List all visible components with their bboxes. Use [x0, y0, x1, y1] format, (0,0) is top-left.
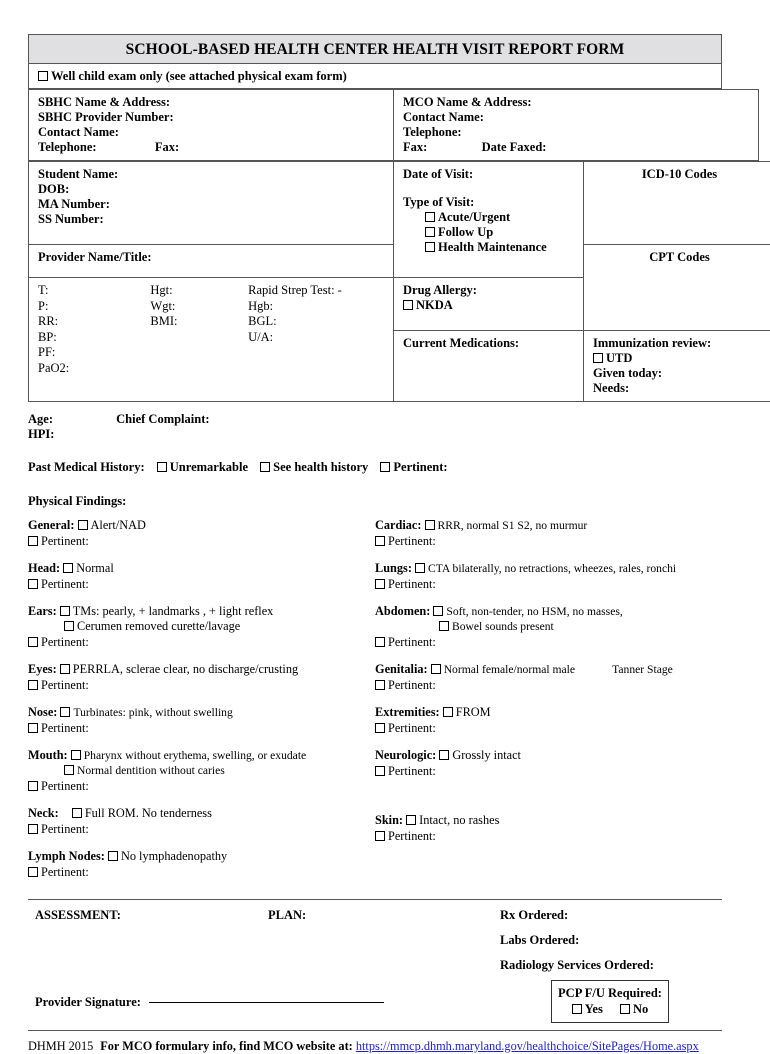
vitals-column-3: [248, 283, 385, 376]
skin-pertinent-label: Pertinent:: [388, 829, 436, 843]
rx-ordered-label: Rx Ordered:: [500, 908, 568, 923]
finding-neck: [28, 806, 375, 837]
well-child-label: Well child exam only (see attached physical exam form): [51, 69, 347, 83]
genitalia-normal-checkbox[interactable]: [431, 664, 441, 674]
neck-rom-label: Full ROM. No tenderness: [85, 806, 212, 820]
table-row: [29, 90, 759, 161]
mco-cell: [394, 90, 759, 161]
vital-p: P:: [38, 299, 150, 315]
follow-up-checkbox[interactable]: [425, 227, 435, 237]
nose-pertinent-checkbox[interactable]: [28, 723, 38, 733]
mco-date-faxed-label: Date Faxed:: [482, 140, 547, 154]
pcp-followup-box: [551, 980, 669, 1023]
finding-abdomen: [375, 604, 722, 650]
head-pertinent-label: Pertinent:: [41, 577, 89, 591]
neurologic-pertinent-label: Pertinent:: [388, 764, 436, 778]
lab-rapid-strep: Rapid Strep Test: -: [248, 283, 385, 299]
head-label: Head:: [28, 561, 60, 575]
pmh-pertinent-option[interactable]: [380, 460, 447, 474]
vitals-cell: [29, 278, 394, 402]
cpt-label: CPT Codes: [649, 250, 710, 264]
needs-label: Needs:: [593, 381, 766, 396]
abdomen-pertinent-label: Pertinent:: [388, 635, 436, 649]
extremities-pertinent-label: Pertinent:: [388, 721, 436, 735]
lymph-nodes-pertinent-label: Pertinent:: [41, 865, 89, 879]
cardiac-pertinent-label: Pertinent:: [388, 534, 436, 548]
neurologic-intact-label: Grossly intact: [452, 748, 521, 762]
general-alert-nad-checkbox[interactable]: [78, 520, 88, 530]
pmh-unremarkable-option[interactable]: [157, 460, 248, 474]
sbhc-name-address-label: SBHC Name & Address:: [38, 95, 385, 110]
mco-fax-datefaxed-row: [403, 140, 750, 155]
nkda-row[interactable]: [403, 298, 575, 313]
lungs-label: Lungs:: [375, 561, 412, 575]
mouth-label: Mouth:: [28, 748, 68, 762]
finding-head: [28, 561, 375, 592]
age-chief-complaint-row: [28, 412, 722, 427]
skin-intact-label: Intact, no rashes: [419, 813, 499, 827]
pmh-see-health-history-option[interactable]: [260, 460, 368, 474]
date-of-visit-label: Date of Visit:: [403, 167, 575, 182]
student-info-cell: [29, 162, 394, 245]
lungs-pertinent-label: Pertinent:: [388, 577, 436, 591]
provider-signature-row: [35, 995, 384, 1010]
provider-signature-line[interactable]: [149, 1002, 384, 1003]
eyes-pertinent-label: Pertinent:: [41, 678, 89, 692]
cpt-cell[interactable]: [584, 245, 770, 331]
mouth-pertinent-label: Pertinent:: [41, 779, 89, 793]
mouth-dentition-checkbox[interactable]: [64, 765, 74, 775]
pmh-see-health-history-checkbox[interactable]: [260, 462, 270, 472]
health-maintenance-checkbox[interactable]: [425, 242, 435, 252]
lab-ua: U/A:: [248, 330, 385, 346]
mco-contact-name-label: Contact Name:: [403, 110, 750, 125]
icd10-label: ICD-10 Codes: [642, 167, 717, 181]
ears-pertinent-checkbox[interactable]: [28, 637, 38, 647]
neurologic-intact-checkbox[interactable]: [439, 750, 449, 760]
sbhc-mco-table: [28, 89, 759, 161]
footer-message: For MCO formulary info, find MCO website at:: [100, 1039, 353, 1053]
general-label: General:: [28, 518, 74, 532]
vitals-column-2: [150, 283, 248, 376]
vital-hgt: Hgt:: [150, 283, 248, 299]
drug-allergy-label: Drug Allergy:: [403, 283, 575, 298]
drug-allergy-cell: [394, 278, 584, 331]
current-medications-label: Current Medications:: [403, 336, 519, 350]
acute-urgent-label: Acute/Urgent: [438, 210, 510, 224]
lymph-nodes-none-checkbox[interactable]: [108, 851, 118, 861]
lungs-cta-label: CTA bilaterally, no retractions, wheezes, rales, ronchi: [428, 562, 676, 575]
sbhc-telephone-label: Telephone:: [38, 140, 97, 154]
utd-row[interactable]: [593, 351, 766, 366]
ears-cerumen-label: Cerumen removed curette/lavage: [77, 619, 240, 633]
utd-label: UTD: [606, 351, 632, 365]
student-visit-table: [28, 161, 770, 402]
ears-pertinent-label: Pertinent:: [41, 635, 89, 649]
ears-tms-checkbox[interactable]: [60, 606, 70, 616]
finding-lungs: [375, 561, 722, 592]
lymph-nodes-none-label: No lymphadenopathy: [121, 849, 227, 863]
pcp-no-checkbox[interactable]: [620, 1004, 630, 1014]
abdomen-soft-label: Soft, non-tender, no HSM, no masses,: [446, 605, 622, 618]
general-alert-nad-label: Alert/NAD: [91, 518, 146, 532]
mco-telephone-label: Telephone:: [403, 125, 750, 140]
findings-right-column: [375, 518, 722, 892]
assessment-section: [28, 900, 722, 1028]
finding-skin: [375, 813, 722, 844]
vital-bp: BP:: [38, 330, 150, 346]
cardiac-rrr-checkbox[interactable]: [425, 520, 435, 530]
general-pertinent-checkbox[interactable]: [28, 536, 38, 546]
plan-label: PLAN:: [268, 908, 306, 923]
ears-tms-label: TMs: pearly, + landmarks , + light reflex: [73, 604, 274, 618]
pcp-followup-label: PCP F/U Required:: [552, 985, 668, 1001]
hpi-section: [28, 402, 722, 509]
pmh-unremarkable-label: Unremarkable: [170, 460, 248, 474]
pcp-followup-options: [552, 1001, 668, 1017]
chief-complaint-label: Chief Complaint:: [116, 412, 209, 427]
cardiac-rrr-label: RRR, normal S1 S2, no murmur: [438, 519, 588, 532]
vital-bmi: BMI:: [150, 314, 248, 330]
provider-signature-label: Provider Signature:: [35, 995, 141, 1009]
head-normal-label: Normal: [76, 561, 114, 575]
cardiac-pertinent-checkbox[interactable]: [375, 536, 385, 546]
visit-type-followup-row[interactable]: [403, 225, 575, 240]
lymph-nodes-pertinent-checkbox[interactable]: [28, 867, 38, 877]
abdomen-bowel-sounds-label: Bowel sounds present: [452, 620, 554, 633]
page-title: SCHOOL-BASED HEALTH CENTER HEALTH VISIT REPORT FORM: [28, 34, 722, 64]
sbhc-phone-fax-row: [38, 140, 385, 155]
finding-ears: [28, 604, 375, 650]
assessment-label: ASSESSMENT:: [35, 908, 121, 923]
tanner-stage-label: Tanner Stage: [612, 663, 673, 676]
neck-label: Neck:: [28, 806, 59, 820]
extremities-label: Extremities:: [375, 705, 440, 719]
neurologic-pertinent-checkbox[interactable]: [375, 766, 385, 776]
sbhc-cell: [29, 90, 394, 161]
mouth-dentition-label: Normal dentition without caries: [77, 764, 225, 777]
past-medical-history-label: Past Medical History:: [28, 460, 145, 474]
lab-hgb: Hgb:: [248, 299, 385, 315]
vital-t: T:: [38, 283, 150, 299]
nkda-checkbox[interactable]: [403, 300, 413, 310]
skin-pertinent-checkbox[interactable]: [375, 831, 385, 841]
extremities-from-label: FROM: [456, 705, 491, 719]
nose-turbinates-label: Turbinates: pink, without swelling: [73, 706, 232, 719]
cardiac-label: Cardiac:: [375, 518, 421, 532]
abdomen-bowel-sounds-checkbox[interactable]: [439, 621, 449, 631]
immunization-review-label: Immunization review:: [593, 336, 766, 351]
lungs-pertinent-checkbox[interactable]: [375, 579, 385, 589]
abdomen-label: Abdomen:: [375, 604, 430, 618]
finding-lymph-nodes: [28, 849, 375, 880]
eyes-perrla-label: PERRLA, sclerae clear, no discharge/crusting: [73, 662, 298, 676]
mouth-pertinent-checkbox[interactable]: [28, 781, 38, 791]
mco-fax-label: Fax:: [403, 140, 427, 154]
findings-left-column: [28, 518, 375, 892]
pmh-see-health-history-label: See health history: [273, 460, 368, 474]
neck-pertinent-label: Pertinent:: [41, 822, 89, 836]
vitals-column-1: [38, 283, 150, 376]
mouth-pharynx-checkbox[interactable]: [71, 750, 81, 760]
provider-name-title-label: Provider Name/Title:: [38, 250, 152, 264]
genitalia-label: Genitalia:: [375, 662, 428, 676]
given-today-label: Given today:: [593, 366, 766, 381]
genitalia-pertinent-checkbox[interactable]: [375, 680, 385, 690]
neck-rom-checkbox[interactable]: [72, 808, 82, 818]
radiology-ordered-label: Radiology Services Ordered:: [500, 958, 654, 973]
pmh-pertinent-checkbox[interactable]: [380, 462, 390, 472]
age-label: Age:: [28, 412, 53, 426]
lungs-cta-checkbox[interactable]: [415, 563, 425, 573]
vital-pao2: PaO2:: [38, 361, 150, 377]
pcp-yes-checkbox[interactable]: [572, 1004, 582, 1014]
physical-findings-section: [28, 518, 722, 892]
skin-label: Skin:: [375, 813, 403, 827]
finding-mouth: [28, 748, 375, 794]
eyes-pertinent-checkbox[interactable]: [28, 680, 38, 690]
student-ma-number-label: MA Number:: [38, 197, 385, 212]
physical-findings-heading: Physical Findings:: [28, 494, 722, 509]
visit-type-acute-row[interactable]: [403, 210, 575, 225]
labs-ordered-label: Labs Ordered:: [500, 933, 579, 948]
extremities-from-checkbox[interactable]: [443, 707, 453, 717]
nkda-label: NKDA: [416, 298, 453, 312]
abdomen-pertinent-checkbox[interactable]: [375, 637, 385, 647]
table-row: [29, 162, 770, 245]
visit-type-cell: [394, 162, 584, 278]
sbhc-provider-number-label: SBHC Provider Number:: [38, 110, 385, 125]
sbhc-fax-label: Fax:: [155, 140, 179, 154]
genitalia-normal-label: Normal female/normal male: [444, 663, 575, 676]
genitalia-pertinent-label: Pertinent:: [388, 678, 436, 692]
extremities-pertinent-checkbox[interactable]: [375, 723, 385, 733]
nose-label: Nose:: [28, 705, 57, 719]
eyes-perrla-checkbox[interactable]: [60, 664, 70, 674]
vital-pf: PF:: [38, 345, 150, 361]
mouth-pharynx-label: Pharynx without erythema, swelling, or exudate: [84, 749, 306, 762]
lymph-nodes-label: Lymph Nodes:: [28, 849, 105, 863]
mco-website-link[interactable]: https://mmcp.dhmh.maryland.gov/healthchoice/SitePages/Home.aspx: [356, 1039, 699, 1053]
vitals-grid: [38, 283, 385, 376]
general-pertinent-label: Pertinent:: [41, 534, 89, 548]
pcp-yes-label: Yes: [585, 1002, 603, 1016]
type-of-visit-label: Type of Visit:: [403, 195, 575, 210]
pcp-no-label: No: [633, 1002, 648, 1016]
finding-cardiac: [375, 518, 722, 549]
eyes-label: Eyes:: [28, 662, 57, 676]
head-pertinent-checkbox[interactable]: [28, 579, 38, 589]
vital-wgt: Wgt:: [150, 299, 248, 315]
abdomen-soft-checkbox[interactable]: [433, 606, 443, 616]
vital-rr: RR:: [38, 314, 150, 330]
pmh-unremarkable-checkbox[interactable]: [157, 462, 167, 472]
student-ss-number-label: SS Number:: [38, 212, 385, 227]
utd-checkbox[interactable]: [593, 353, 603, 363]
hpi-label: HPI:: [28, 427, 722, 442]
student-name-label: Student Name:: [38, 167, 385, 182]
mco-name-address-label: MCO Name & Address:: [403, 95, 750, 110]
follow-up-label: Follow Up: [438, 225, 493, 239]
well-child-row: [28, 64, 722, 89]
acute-urgent-checkbox[interactable]: [425, 212, 435, 222]
pmh-pertinent-label: Pertinent:: [393, 460, 447, 474]
footer-year: DHMH 2015: [28, 1039, 93, 1053]
finding-nose: [28, 705, 375, 736]
ears-cerumen-checkbox[interactable]: [64, 621, 74, 631]
lab-bgl: BGL:: [248, 314, 385, 330]
provider-name-cell: [29, 245, 394, 278]
form-page: [28, 34, 722, 1054]
finding-genitalia: [375, 662, 722, 693]
immunization-cell: [584, 331, 770, 402]
nose-pertinent-label: Pertinent:: [41, 721, 89, 735]
visit-type-maintenance-row[interactable]: [403, 240, 575, 255]
past-medical-history-row: [28, 460, 722, 475]
current-medications-cell[interactable]: [394, 331, 584, 402]
health-maintenance-label: Health Maintenance: [438, 240, 547, 254]
finding-neurologic: [375, 748, 722, 779]
nose-turbinates-checkbox[interactable]: [60, 707, 70, 717]
well-child-checkbox[interactable]: [38, 71, 48, 81]
finding-general: [28, 518, 375, 549]
finding-eyes: [28, 662, 375, 693]
icd10-cell[interactable]: [584, 162, 770, 245]
neurologic-label: Neurologic:: [375, 748, 436, 762]
form-footer: [28, 1030, 722, 1054]
skin-intact-checkbox[interactable]: [406, 815, 416, 825]
finding-extremities: [375, 705, 722, 736]
neck-pertinent-checkbox[interactable]: [28, 824, 38, 834]
head-normal-checkbox[interactable]: [63, 563, 73, 573]
ears-label: Ears:: [28, 604, 57, 618]
sbhc-contact-name-label: Contact Name:: [38, 125, 385, 140]
student-dob-label: DOB:: [38, 182, 385, 197]
